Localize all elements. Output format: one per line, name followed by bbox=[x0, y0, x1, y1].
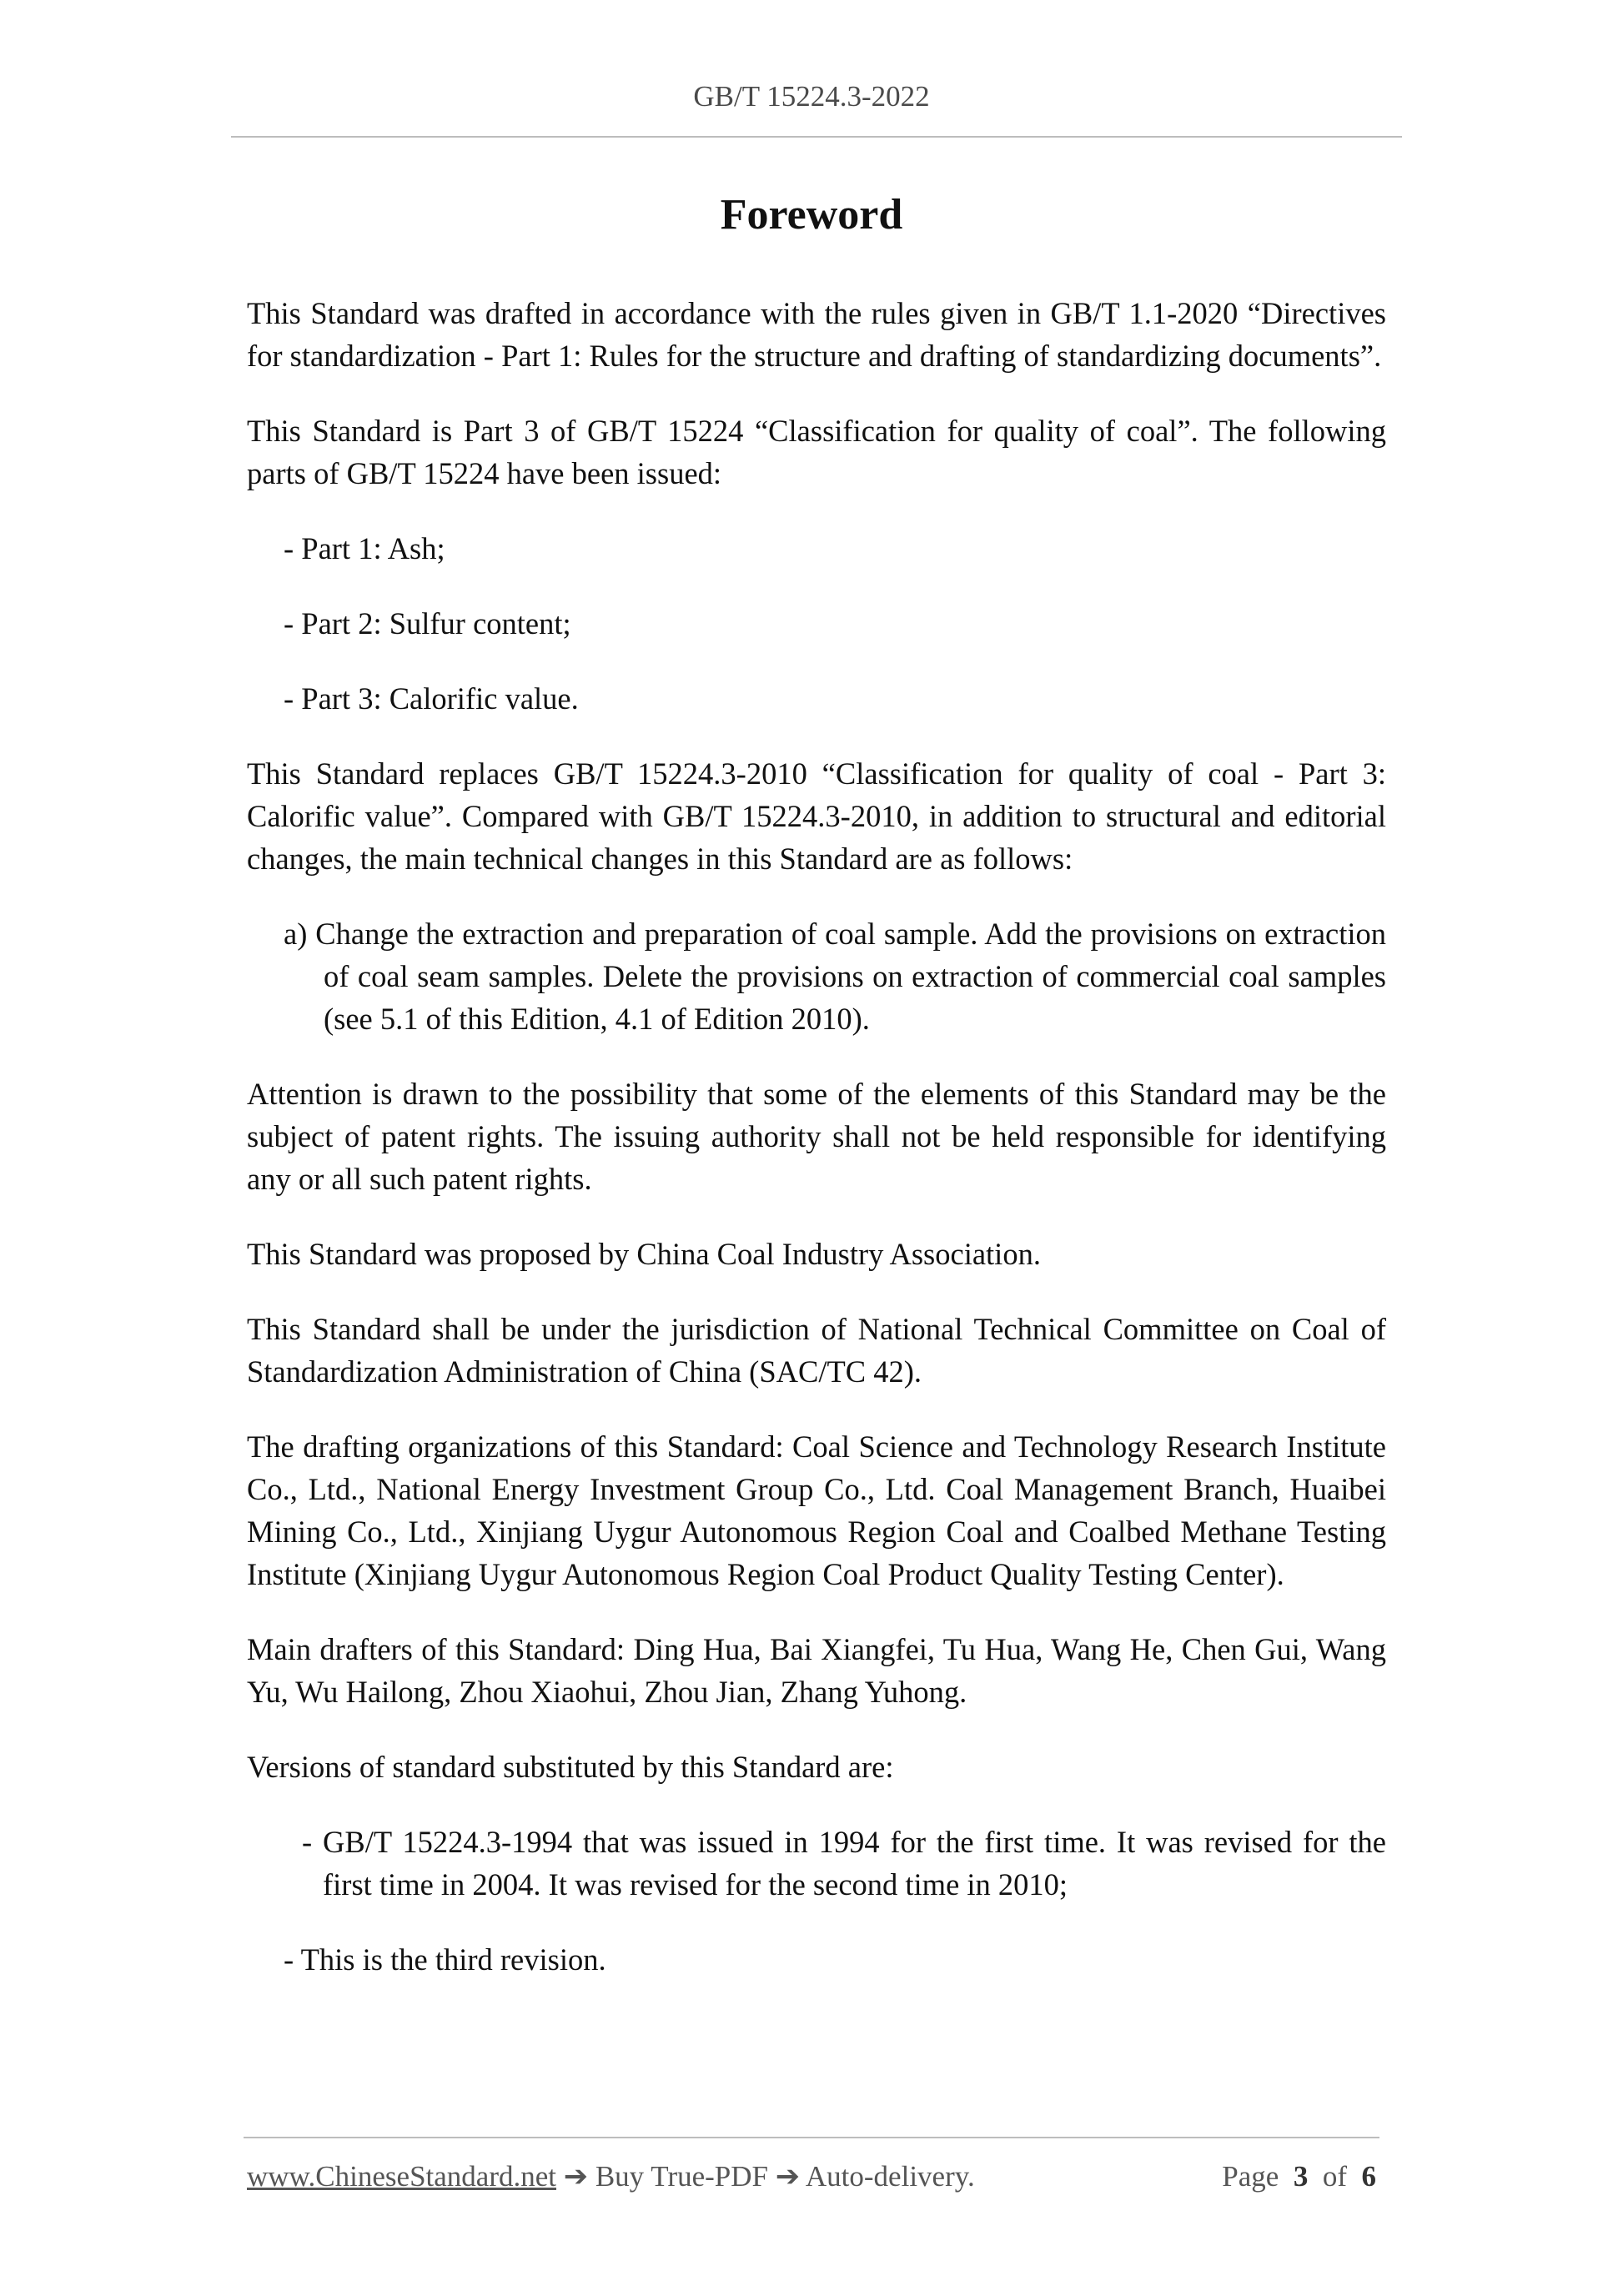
list-item-version-2: - This is the third revision. bbox=[284, 1942, 606, 1977]
page-header-code: GB/T 15224.3-2022 bbox=[693, 80, 930, 113]
paragraph-jurisdiction: This Standard shall be under the jurisdiction of National Technical Committee on Coal of Standardization Administration of China (SAC/TC 42). bbox=[247, 1312, 1386, 1389]
website-link[interactable]: www.ChineseStandard.net bbox=[247, 2160, 556, 2193]
paragraph-versions: Versions of standard substituted by this Standard are: bbox=[247, 1750, 894, 1784]
paragraph-drafting-organizations: The drafting organizations of this Standard: Coal Science and Technology Research Institute Co., Ltd., National Energy Investment Group Co., Ltd. Coal Management Branch, Huaibei Mining Co., Ltd., Xinjiang Uygur Autonomous Region Coal and Coalbed Methane Testing Institute (Xinjiang Uygur Autonomous Region Coal Product Quality Testing Center). bbox=[247, 1429, 1386, 1591]
paragraph-main-drafters: Main drafters of this Standard: Ding Hua, Bai Xiangfei, Tu Hua, Wang He, Chen Gui, Wang Yu, Wu Hailong, Zhou Xiaohui, Zhou Jian, Zhang Yuhong. bbox=[247, 1632, 1386, 1709]
arrow-right-icon: ➔ bbox=[563, 2160, 589, 2193]
list-item-part-2: - Part 2: Sulfur content; bbox=[284, 606, 571, 641]
footer-divider bbox=[244, 2137, 1379, 2138]
page-total: 6 bbox=[1361, 2160, 1376, 2193]
paragraph-proposed-by: This Standard was proposed by China Coal Industry Association. bbox=[247, 1237, 1041, 1271]
paragraph-replaces: This Standard replaces GB/T 15224.3-2010 “Classification for quality of coal - Part 3: Calorific value”. Compared with GB/T 15224.3-2010, in addition to structural and editorial changes, the main technical changes in this Standard are as follows: bbox=[247, 756, 1386, 876]
buy-true-pdf-text: Buy True-PDF bbox=[595, 2160, 768, 2193]
paragraph-drafting-rules: This Standard was drafted in accordance with the rules given in GB/T 1.1-2020 “Directives for standardization - Part 1: Rules for the structure and drafting of standardizing documents”. bbox=[247, 296, 1386, 373]
header-divider bbox=[231, 136, 1402, 138]
document-body bbox=[247, 292, 1386, 2013]
list-item-version-1: - GB/T 15224.3-1994 that was issued in 1994 for the first time. It was revised for the first time in 2004. It was revised for the second time in 2010; bbox=[302, 1825, 1386, 1902]
page-label: Page bbox=[1222, 2160, 1279, 2193]
auto-delivery-text: Auto-delivery. bbox=[805, 2160, 975, 2193]
list-item-change-a: a) Change the extraction and preparation of coal sample. Add the provisions on extraction of coal seam samples. Delete the provisions on extraction of commercial coal samples (see 5.1 of this Edition, 4.1 of Edition 2010). bbox=[284, 917, 1386, 1036]
list-item-part-3: - Part 3: Calorific value. bbox=[284, 681, 579, 716]
arrow-right-icon: ➔ bbox=[775, 2160, 801, 2193]
page-of-label: of bbox=[1322, 2160, 1347, 2193]
page-number bbox=[1222, 2160, 1376, 2193]
page-title: Foreword bbox=[720, 191, 903, 239]
page-footer bbox=[247, 2160, 1386, 2193]
page-current: 3 bbox=[1293, 2160, 1309, 2193]
list-item-part-1: - Part 1: Ash; bbox=[284, 531, 445, 565]
paragraph-part-of-series: This Standard is Part 3 of GB/T 15224 “Classification for quality of coal”. The following parts of GB/T 15224 have been issued: bbox=[247, 414, 1386, 490]
paragraph-patent-rights: Attention is drawn to the possibility that some of the elements of this Standard may be the subject of patent rights. The issuing authority shall not be held responsible for identifying any or all such patent rights. bbox=[247, 1077, 1386, 1196]
